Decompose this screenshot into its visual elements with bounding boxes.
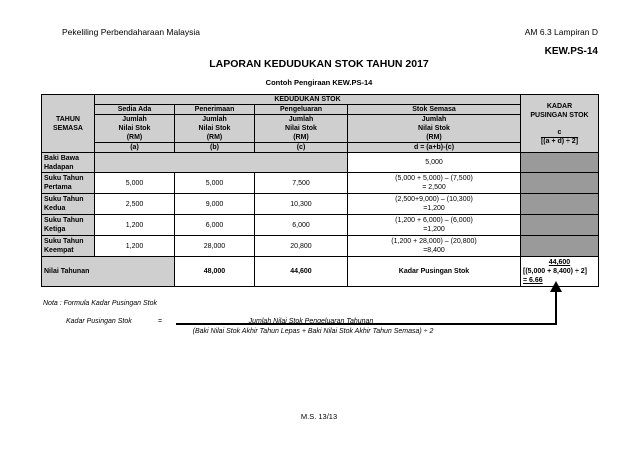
col-desc: Jumlah Nilai Stok (RM) — [175, 115, 255, 143]
row-label: Suku Tahun Keempat — [42, 236, 95, 257]
row-label: Suku Tahun Kedua — [42, 194, 95, 215]
col-desc: Jumlah Nilai Stok (RM) — [255, 115, 348, 143]
col-sedia-ada: Sedia Ada — [95, 105, 175, 115]
col-code: (b) — [175, 143, 255, 153]
header-left: Pekeliling Perbendaharaan Malaysia — [62, 27, 200, 37]
cell-b: 9,000 — [175, 194, 255, 215]
cell-a: 1,200 — [95, 236, 175, 257]
col-pengeluaran: Pengeluaran — [255, 105, 348, 115]
kedudukan-stok-header: KEDUDUKAN STOK — [95, 95, 521, 105]
formula-equals: = — [158, 318, 163, 325]
cell-a: 1,200 — [95, 215, 175, 236]
col-stok-semasa: Stok Semasa — [348, 105, 521, 115]
cell-c: 20,800 — [255, 236, 348, 257]
cell-b: 28,000 — [175, 236, 255, 257]
header-right: AM 6.3 Lampiran D — [524, 27, 598, 37]
formula-note: Nota : Formula Kadar Pusingan Stok — [43, 300, 158, 307]
formula-label: Kadar Pusingan Stok — [66, 318, 132, 325]
row-label: Baki Bawa Hadapan — [42, 153, 95, 173]
report-title: LAPORAN KEDUDUKAN STOK TAHUN 2017 — [209, 58, 429, 70]
cell-c: 6,000 — [255, 215, 348, 236]
col-desc: Jumlah Nilai Stok (RM) — [95, 115, 175, 143]
cell-d: (1,200 + 28,000) – (20,800) =8,400 — [348, 236, 521, 257]
col-code: (c) — [255, 143, 348, 153]
cell-d: (2,500+9,000) – (10,300) =1,200 — [348, 194, 521, 215]
col-code: (a) — [95, 143, 175, 153]
formula-denominator: (Baki Nilai Stok Akhir Tahun Lepas + Baki Nilai Stok Akhir Tahun Semasa) ÷ 2 — [192, 328, 434, 335]
cell-d: (1,200 + 6,000) – (6,000) =1,200 — [348, 215, 521, 236]
cell-b: 6,000 — [175, 215, 255, 236]
col-desc: Jumlah Nilai Stok (RM) — [348, 115, 521, 143]
total-c: 44,600 — [255, 257, 348, 287]
form-code: KEW.PS-14 — [544, 46, 598, 57]
formula-numerator: Jumlah Nilai Stok Pengeluaran Tahunan — [248, 318, 374, 325]
col-penerimaan: Penerimaan — [175, 105, 255, 115]
col-code: d = (a+b)-(c) — [348, 143, 521, 153]
kadar-pusingan-header: KADAR PUSINGAN STOK c [(a + d) ÷ 2] — [521, 95, 599, 153]
cell-d: (5,000 + 5,000) – (7,500) = 2,500 — [348, 173, 521, 194]
row-label: Suku Tahun Pertama — [42, 173, 95, 194]
cell-b: 5,000 — [175, 173, 255, 194]
total-label: Nilai Tahunan — [42, 257, 175, 287]
kadar-result: 44,600 [(5,000 + 8,400) ÷ 2] = 6.66 — [521, 257, 599, 287]
total-b: 48,000 — [175, 257, 255, 287]
row-label: Suku Tahun Ketiga — [42, 215, 95, 236]
cell-a: 2,500 — [95, 194, 175, 215]
report-subtitle: Contoh Pengiraan KEW.PS-14 — [265, 78, 373, 87]
total-d: Kadar Pusingan Stok — [348, 257, 521, 287]
cell-c: 10,300 — [255, 194, 348, 215]
tahun-semasa-header: TAHUN SEMASA — [42, 95, 95, 153]
page-number: M.S. 13/13 — [300, 412, 338, 421]
cell-c: 7,500 — [255, 173, 348, 194]
cell-a: 5,000 — [95, 173, 175, 194]
cell-d: 5,000 — [348, 153, 521, 173]
